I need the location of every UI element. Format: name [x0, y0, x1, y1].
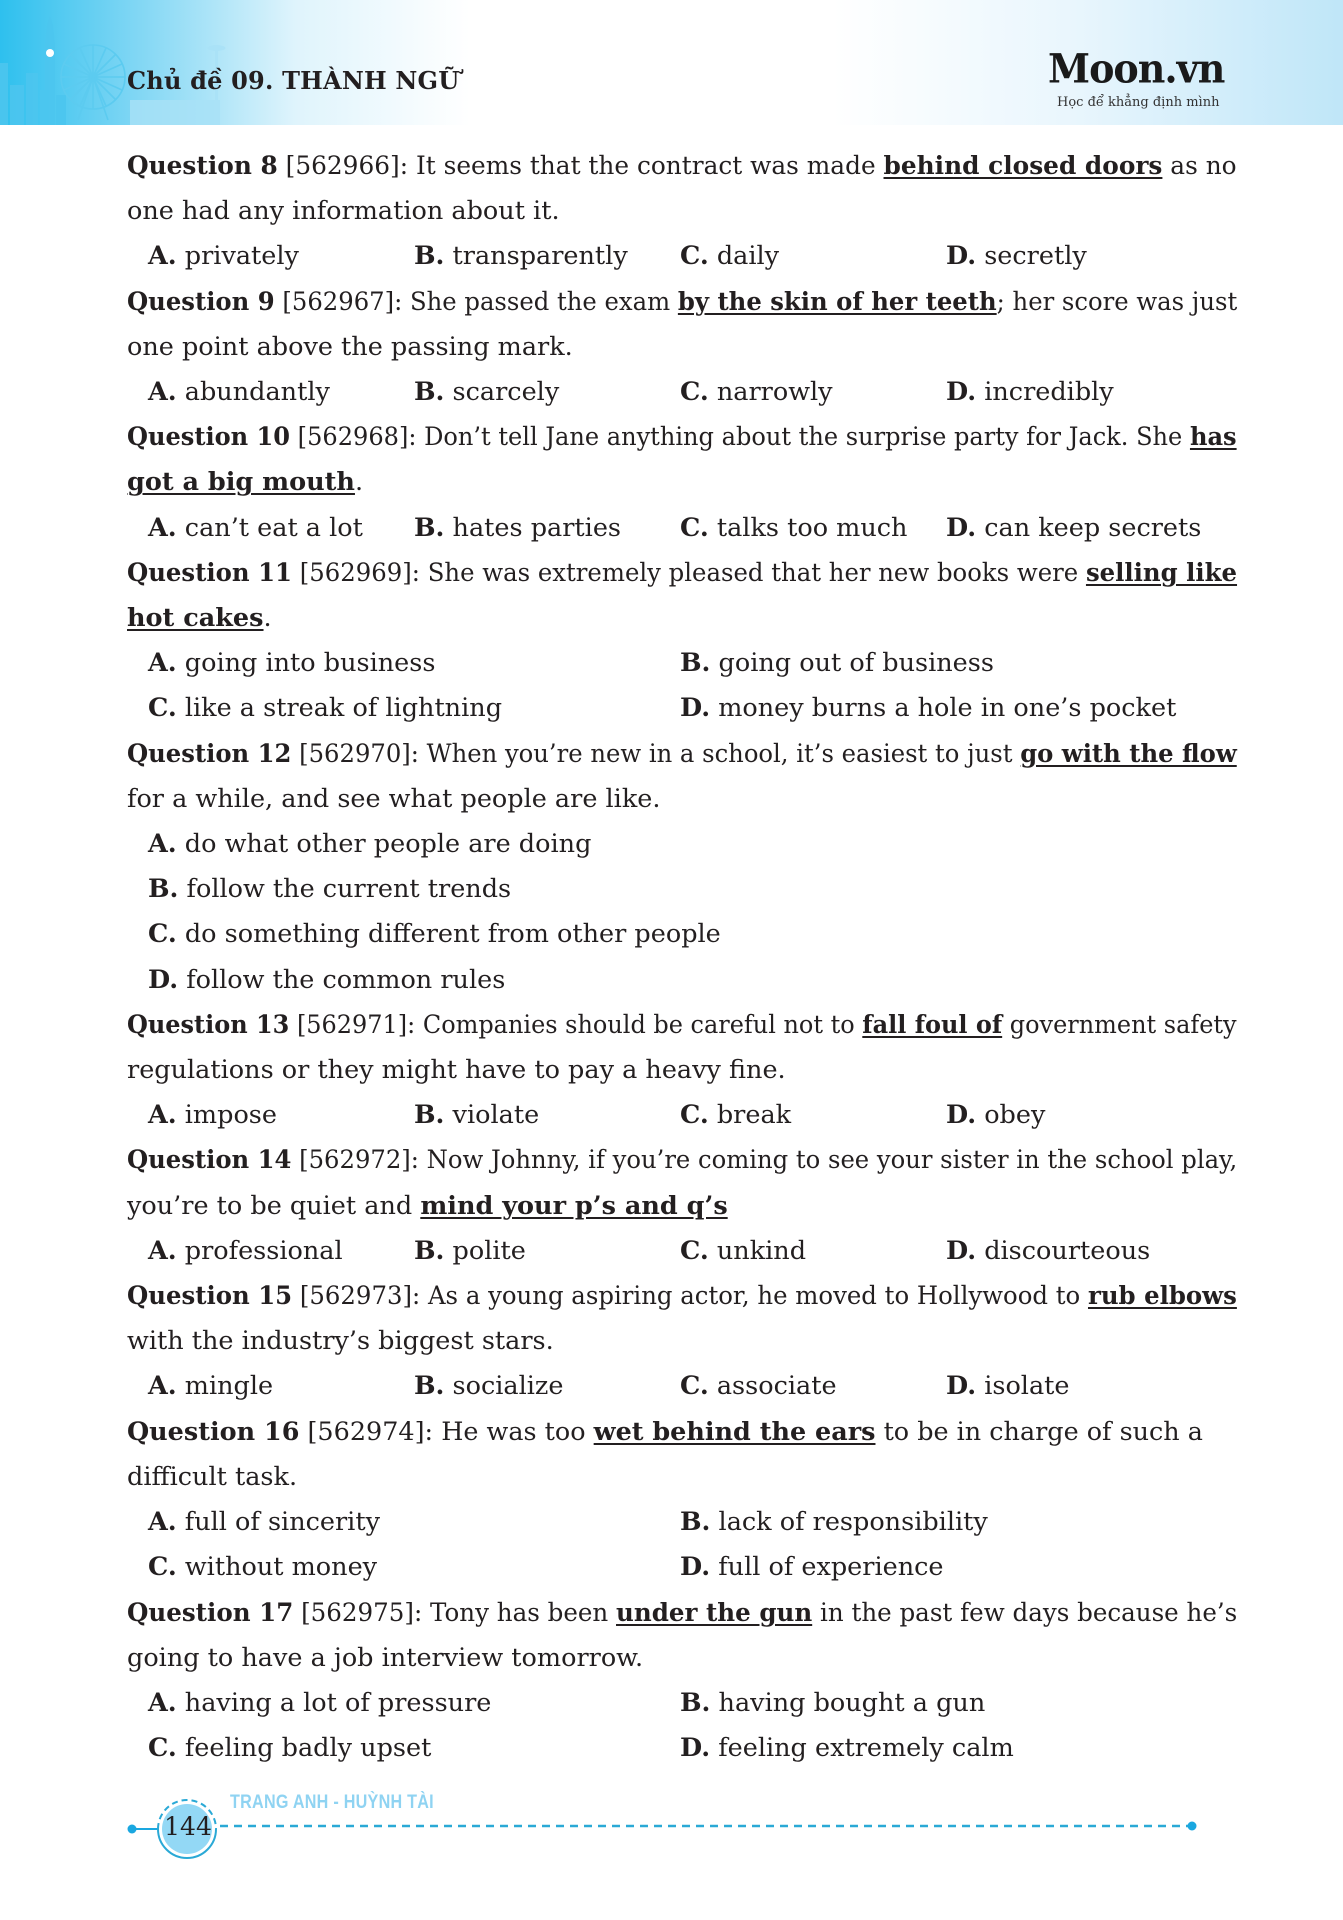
option-text: do something different from other people: [184, 919, 721, 950]
option-letter: D.: [148, 964, 179, 995]
answer-option: [148, 829, 591, 859]
option-letter: C.: [680, 241, 709, 272]
answer-option: [680, 1500, 1212, 1545]
answer-option: [680, 370, 946, 415]
options-row: [127, 822, 1239, 867]
question-block: [127, 280, 1239, 416]
answer-option: [148, 506, 414, 551]
option-text: incredibly: [984, 377, 1114, 408]
option-letter: B.: [414, 1371, 445, 1402]
option-text: transparently: [452, 241, 628, 272]
answer-option: [680, 1364, 946, 1409]
options-row: [127, 1229, 1239, 1274]
question-id: [562975]: [301, 1597, 414, 1628]
idiom-underlined: under the gun: [616, 1597, 813, 1628]
question-label: Question 14: [127, 1145, 292, 1176]
stem-text: .: [354, 467, 364, 498]
option-text: socialize: [452, 1371, 564, 1402]
option-letter: C.: [680, 1371, 709, 1402]
question-stem-continuation: [127, 1455, 1239, 1500]
stem-text: with the industry’s biggest stars.: [127, 1326, 554, 1357]
answer-option: [148, 965, 505, 995]
question-stem-line: [127, 1591, 1238, 1636]
stem-text: : It seems that the contract was made: [399, 151, 884, 181]
option-text: violate: [452, 1100, 540, 1131]
option-text: professional: [184, 1235, 343, 1266]
options-row: [127, 1545, 1239, 1590]
question-id: [562973]: [299, 1281, 412, 1312]
stem-text: to be in charge of such a: [875, 1416, 1203, 1447]
answer-option: [680, 1681, 1212, 1726]
stem-text: : She was extremely pleased that her new books were: [411, 557, 1086, 588]
answer-option: [946, 1229, 1212, 1274]
question-id: [562971]: [296, 1009, 408, 1040]
stem-text: : Now Johnny, if you’re coming to see your sister in the school play,: [410, 1145, 1238, 1176]
option-letter: D.: [946, 512, 977, 543]
question-label: Question 16: [127, 1416, 300, 1447]
question-stem-line: [127, 1003, 1237, 1048]
question-id: [562972]: [299, 1145, 411, 1176]
question-stem-continuation: [127, 1048, 1239, 1093]
question-id: [562968]: [297, 422, 409, 453]
option-letter: C.: [680, 1235, 709, 1266]
answer-option: [946, 506, 1212, 551]
question-id: [562970]: [299, 738, 411, 769]
answer-option: [946, 1364, 1212, 1409]
question-stem-line: [127, 415, 1237, 460]
option-letter: A.: [148, 1687, 177, 1718]
question-label: Question 12: [127, 738, 292, 769]
option-letter: C.: [148, 693, 177, 724]
option-letter: B.: [680, 1507, 711, 1538]
stem-text: : Don’t tell Jane anything about the surprise party for Jack. She: [408, 422, 1190, 453]
stem-text: as no: [1162, 151, 1237, 181]
answer-option: [148, 686, 680, 731]
stem-text: government safety: [1002, 1009, 1237, 1040]
answer-option: [680, 1093, 946, 1138]
answer-option: [680, 506, 946, 551]
stem-text: : She passed the exam: [394, 286, 678, 317]
idiom-underlined: mind your p’s and q’s: [420, 1190, 728, 1221]
options-row: [127, 1500, 1239, 1545]
logo-tagline: Học để khẳng định mình: [1057, 95, 1220, 110]
idiom-underlined: has: [1189, 422, 1237, 453]
author-credit: TRANG ANH - HUỲNH TÀI: [230, 1792, 434, 1813]
question-stem-line: [127, 1138, 1238, 1183]
option-letter: D.: [946, 377, 977, 408]
option-text: associate: [716, 1371, 837, 1402]
stem-text: ; her score was just: [996, 286, 1238, 317]
chapter-title: Chủ đề 09. THÀNH NGỮ: [127, 66, 460, 95]
option-text: isolate: [984, 1371, 1070, 1402]
question-block: [127, 732, 1239, 1003]
option-text: discourteous: [984, 1235, 1151, 1266]
page-header: [0, 0, 1343, 125]
answer-option: [946, 234, 1212, 279]
option-letter: A.: [148, 648, 177, 679]
question-block: [127, 144, 1239, 280]
option-text: follow the common rules: [186, 964, 506, 995]
question-stem-continuation: [127, 777, 1239, 822]
option-letter: D.: [680, 1552, 711, 1583]
option-letter: D.: [946, 241, 977, 272]
question-label: Question 11: [127, 557, 292, 588]
option-text: full of sincerity: [184, 1507, 380, 1538]
answer-option: [680, 686, 1212, 731]
idiom-underlined: rub elbows: [1087, 1281, 1237, 1312]
option-letter: A.: [148, 1507, 177, 1538]
question-stem-continuation: [127, 1636, 1239, 1681]
question-block: [127, 1274, 1239, 1410]
option-letter: A.: [148, 829, 177, 860]
question-block: [127, 1003, 1239, 1139]
options-row: [127, 686, 1239, 731]
question-block: [127, 1410, 1239, 1591]
question-stem-line: [127, 732, 1237, 777]
answer-option: [148, 874, 511, 904]
option-text: impose: [184, 1100, 277, 1131]
answer-option: [414, 1364, 680, 1409]
option-letter: B.: [414, 512, 445, 543]
options-row: [127, 912, 1239, 957]
option-letter: A.: [148, 512, 177, 543]
answer-option: [414, 1093, 680, 1138]
answer-option: [148, 370, 414, 415]
answer-option: [414, 1229, 680, 1274]
answer-option: [148, 1093, 414, 1138]
idiom-underlined: selling like: [1085, 557, 1238, 588]
option-letter: C.: [680, 1100, 709, 1131]
stem-text: difficult task.: [127, 1461, 298, 1492]
stem-text: : Tony has been: [413, 1597, 617, 1628]
options-row: [127, 370, 1239, 415]
option-text: can keep secrets: [984, 512, 1202, 543]
option-text: going out of business: [718, 648, 994, 679]
question-block: [127, 1591, 1239, 1772]
stem-text: .: [263, 603, 272, 634]
option-letter: C.: [148, 1733, 177, 1764]
options-row: [127, 1681, 1239, 1726]
question-stem-continuation: [127, 596, 1239, 641]
option-text: like a streak of lightning: [184, 693, 503, 724]
option-letter: A.: [148, 377, 177, 408]
option-text: full of experience: [718, 1552, 944, 1583]
options-row: [127, 506, 1239, 551]
question-list: [127, 144, 1239, 1771]
question-stem-continuation: [127, 189, 1239, 234]
option-letter: C.: [148, 919, 177, 950]
option-letter: C.: [148, 1552, 177, 1583]
option-letter: C.: [680, 377, 709, 408]
option-letter: D.: [680, 693, 711, 724]
option-text: break: [716, 1100, 792, 1131]
answer-option: [414, 234, 680, 279]
question-label: Question 10: [127, 422, 291, 453]
question-id: [562966]: [285, 151, 400, 181]
options-row: [127, 641, 1239, 686]
option-letter: B.: [680, 648, 711, 679]
stem-text: : As a young aspiring actor, he moved to Hollywood to: [411, 1281, 1088, 1312]
option-text: hates parties: [452, 512, 621, 543]
option-text: obey: [984, 1100, 1046, 1131]
option-text: lack of responsibility: [718, 1507, 988, 1538]
question-label: Question 13: [127, 1009, 290, 1040]
option-text: money burns a hole in one’s pocket: [718, 693, 1177, 724]
idiom-underlined: fall foul of: [862, 1009, 1003, 1040]
stem-text: for a while, and see what people are like.: [127, 783, 661, 814]
option-text: can’t eat a lot: [184, 512, 363, 543]
option-letter: D.: [946, 1100, 977, 1131]
question-block: [127, 551, 1239, 732]
option-letter: D.: [946, 1371, 977, 1402]
stem-text: going to have a job interview tomorrow.: [127, 1642, 644, 1673]
option-text: feeling extremely calm: [718, 1733, 1014, 1764]
option-letter: A.: [148, 1100, 177, 1131]
options-row: [127, 1093, 1239, 1138]
question-stem-line: [127, 280, 1238, 325]
question-label: Question 8: [127, 151, 278, 181]
option-text: polite: [452, 1235, 526, 1266]
question-block: [127, 415, 1239, 551]
answer-option: [148, 641, 680, 686]
option-text: having a lot of pressure: [184, 1687, 492, 1718]
option-letter: A.: [148, 1235, 177, 1266]
answer-option: [680, 1229, 946, 1274]
options-row: [127, 867, 1239, 912]
page-number: 144: [164, 1812, 212, 1841]
right-dot-icon: [1188, 1822, 1197, 1831]
option-text: feeling badly upset: [184, 1733, 432, 1764]
idiom-underlined: go with the flow: [1020, 738, 1237, 769]
option-text: having bought a gun: [718, 1687, 986, 1718]
answer-option: [148, 1545, 680, 1590]
option-text: mingle: [184, 1371, 274, 1402]
option-text: secretly: [984, 241, 1087, 272]
option-letter: A.: [148, 1371, 177, 1402]
answer-option: [946, 370, 1212, 415]
moon-logo: Moon.vn: [1048, 44, 1225, 93]
question-id: [562967]: [282, 286, 395, 317]
answer-option: [148, 1726, 680, 1771]
question-stem-continuation: [127, 1184, 1239, 1229]
stem-text: one point above the passing mark.: [127, 331, 573, 362]
answer-option: [148, 1364, 414, 1409]
idiom-underlined: hot cakes: [127, 603, 264, 634]
answer-option: [414, 506, 680, 551]
options-row: [127, 234, 1239, 279]
option-text: daily: [716, 241, 780, 272]
question-id: [562974]: [307, 1416, 425, 1447]
question-stem-line: [127, 551, 1238, 596]
option-text: follow the current trends: [186, 874, 512, 905]
option-text: without money: [184, 1552, 378, 1583]
answer-option: [148, 234, 414, 279]
answer-option: [680, 1545, 1212, 1590]
option-text: abundantly: [184, 377, 330, 408]
idiom-underlined: by the skin of her teeth: [677, 286, 997, 317]
question-stem-continuation: [127, 325, 1239, 370]
idiom-underlined: got a big mouth: [127, 467, 355, 498]
stem-text: in the past few days because he’s: [812, 1597, 1238, 1628]
option-letter: B.: [414, 1235, 445, 1266]
answer-option: [148, 1229, 414, 1274]
option-letter: B.: [414, 241, 445, 272]
question-block: [127, 1138, 1239, 1274]
answer-option: [148, 1681, 680, 1726]
options-row: [127, 958, 1239, 1003]
option-text: unkind: [716, 1235, 807, 1266]
question-stem-line: [127, 1410, 1237, 1455]
option-letter: A.: [148, 241, 177, 272]
question-stem-continuation: [127, 460, 1239, 505]
answer-option: [148, 919, 721, 949]
option-letter: B.: [148, 874, 179, 905]
option-letter: B.: [414, 377, 445, 408]
question-label: Question 9: [127, 286, 275, 317]
option-text: scarcely: [452, 377, 560, 408]
question-label: Question 15: [127, 1281, 293, 1312]
question-stem-continuation: [127, 1319, 1239, 1364]
stem-text: one had any information about it.: [127, 196, 560, 227]
answer-option: [148, 1500, 680, 1545]
question-id: [562969]: [299, 557, 412, 588]
option-letter: B.: [414, 1100, 445, 1131]
question-label: Question 17: [127, 1597, 294, 1628]
options-row: [127, 1726, 1239, 1771]
option-letter: D.: [946, 1235, 977, 1266]
option-text: narrowly: [716, 377, 833, 408]
stem-text: regulations or they might have to pay a heavy fine.: [127, 1055, 786, 1086]
idiom-underlined: behind closed doors: [883, 151, 1163, 181]
idiom-underlined: wet behind the ears: [593, 1416, 876, 1447]
option-text: going into business: [184, 648, 436, 679]
options-row: [127, 1364, 1239, 1409]
question-stem-line: [127, 144, 1237, 189]
question-stem-line: [127, 1274, 1237, 1319]
option-letter: C.: [680, 512, 709, 543]
stem-text: : He was too: [424, 1416, 594, 1447]
option-text: talks too much: [716, 512, 908, 543]
option-text: privately: [184, 241, 299, 272]
option-letter: B.: [680, 1687, 711, 1718]
stem-text: : When you’re new in a school, it’s easiest to just: [410, 738, 1021, 769]
option-letter: D.: [680, 1733, 711, 1764]
stem-text: : Companies should be careful not to: [407, 1009, 863, 1040]
answer-option: [946, 1093, 1212, 1138]
answer-option: [680, 1726, 1212, 1771]
answer-option: [680, 234, 946, 279]
option-text: do what other people are doing: [184, 829, 592, 860]
answer-option: [680, 641, 1212, 686]
stem-text: you’re to be quiet and: [127, 1190, 421, 1221]
answer-option: [414, 370, 680, 415]
